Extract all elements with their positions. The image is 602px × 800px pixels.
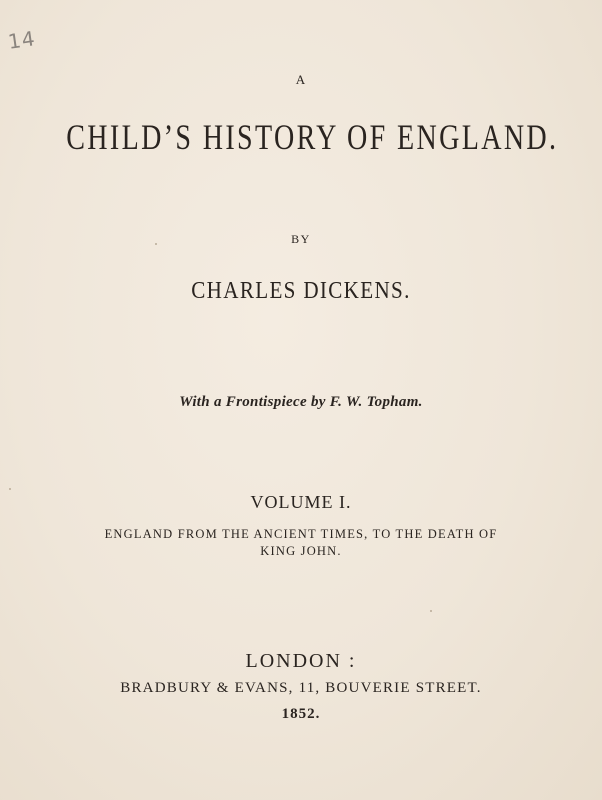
pencil-annotation: 14 bbox=[6, 26, 37, 54]
book-title: CHILD’S HISTORY OF ENGLAND. bbox=[66, 117, 559, 157]
frontispiece-credit: With a Frontispiece by F. W. Topham. bbox=[179, 394, 423, 410]
by-line: BY bbox=[291, 232, 311, 246]
volume-subtitle-line-2: KING JOHN. bbox=[260, 544, 342, 558]
imprint-year: 1852. bbox=[281, 706, 321, 722]
volume-label: VOLUME I. bbox=[250, 492, 352, 512]
paper-speck bbox=[9, 488, 11, 490]
title-article: A bbox=[295, 72, 307, 87]
imprint-city: LONDON : bbox=[245, 650, 357, 672]
volume-subtitle-line-1: ENGLAND FROM THE ANCIENT TIMES, TO THE DEATH OF bbox=[104, 527, 498, 541]
imprint-publisher: BRADBURY & EVANS, 11, BOUVERIE STREET. bbox=[120, 680, 482, 696]
paper-speck bbox=[430, 610, 432, 612]
author-name: CHARLES DICKENS. bbox=[191, 278, 411, 304]
paper-speck bbox=[155, 243, 157, 245]
